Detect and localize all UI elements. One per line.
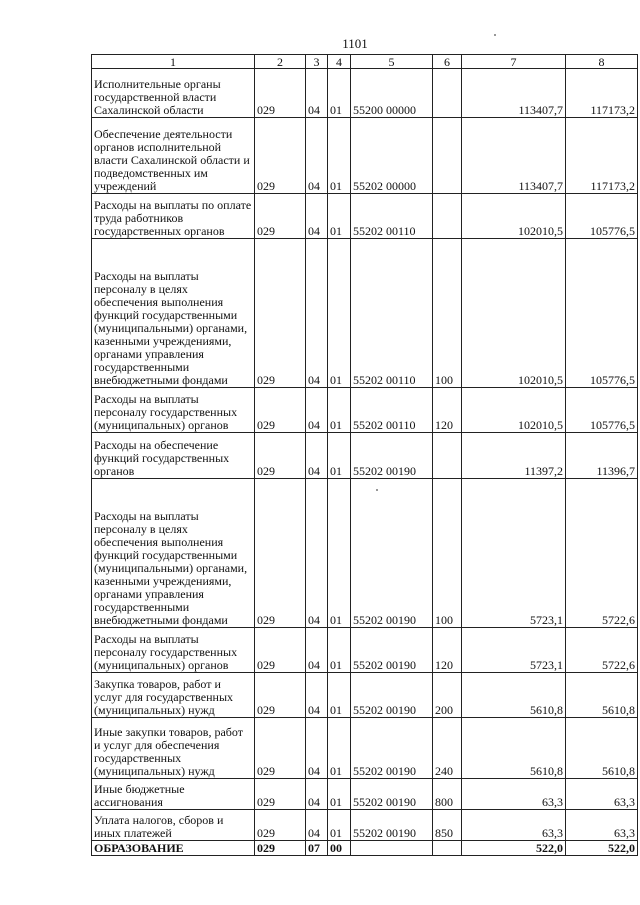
row-value-cell: 5610,8 xyxy=(462,673,566,718)
row-name-cell: Иные бюджетные ассигнования xyxy=(92,779,255,810)
table-row xyxy=(92,718,638,779)
row-code-cell: 029 xyxy=(255,118,306,194)
row-value-cell: 117173,2 xyxy=(566,118,638,194)
row-code-cell: 029 xyxy=(255,718,306,779)
row-code-cell: 100 xyxy=(433,479,462,628)
row-value-cell: 63,3 xyxy=(462,810,566,841)
row-code-cell: 01 xyxy=(328,118,351,194)
row-code-cell: 029 xyxy=(255,841,306,856)
row-value-cell: 5610,8 xyxy=(566,673,638,718)
row-name-cell: Расходы на выплаты персоналу государственных (муниципальных) органов xyxy=(92,628,255,673)
row-code-cell: 55202 00110 xyxy=(351,194,433,239)
row-code-cell: 029 xyxy=(255,628,306,673)
row-value-cell: 105776,5 xyxy=(566,388,638,433)
row-code-cell: 240 xyxy=(433,718,462,779)
row-code-cell: 01 xyxy=(328,239,351,388)
table-row xyxy=(92,810,638,841)
row-value-cell: 522,0 xyxy=(566,841,638,856)
row-code-cell: 55202 00000 xyxy=(351,118,433,194)
row-name-cell: Уплата налогов, сборов и иных платежей xyxy=(92,810,255,841)
row-code-cell: 04 xyxy=(306,479,328,628)
row-code-cell: 200 xyxy=(433,673,462,718)
row-code-cell: 01 xyxy=(328,69,351,118)
table-header-row xyxy=(92,55,638,69)
row-code-cell: 01 xyxy=(328,433,351,479)
header-cell: 5 xyxy=(351,55,433,69)
table-row xyxy=(92,388,638,433)
row-code-cell: 55202 00190 xyxy=(351,479,433,628)
table-row xyxy=(92,628,638,673)
row-code-cell: 55202 00190 xyxy=(351,433,433,479)
row-name-cell: Расходы на выплаты по оплате труда работников государственных органов xyxy=(92,194,255,239)
row-code-cell: 029 xyxy=(255,388,306,433)
row-value-cell: 63,3 xyxy=(462,779,566,810)
row-value-cell: 117173,2 xyxy=(566,69,638,118)
row-code-cell: 04 xyxy=(306,628,328,673)
row-code-cell: 01 xyxy=(328,673,351,718)
row-code-cell: 04 xyxy=(306,673,328,718)
page-number: 1101 xyxy=(342,36,368,51)
row-value-cell: 522,0 xyxy=(462,841,566,856)
row-value-cell: 113407,7 xyxy=(462,118,566,194)
row-code-cell: 01 xyxy=(328,628,351,673)
row-value-cell: 105776,5 xyxy=(566,239,638,388)
row-value-cell: 11397,2 xyxy=(462,433,566,479)
row-code-cell: 00 xyxy=(328,841,351,856)
row-code-cell: 04 xyxy=(306,779,328,810)
row-code-cell: 55202 00110 xyxy=(351,388,433,433)
row-code-cell: 55202 00190 xyxy=(351,779,433,810)
row-value-cell: 5610,8 xyxy=(462,718,566,779)
row-value-cell: 63,3 xyxy=(566,810,638,841)
header-cell: 7 xyxy=(462,55,566,69)
row-code-cell: 55202 00190 xyxy=(351,673,433,718)
row-value-cell: 5722,6 xyxy=(566,628,638,673)
table-row xyxy=(92,433,638,479)
row-name-cell: Исполнительные органы государственной власти Сахалинской области xyxy=(92,69,255,118)
table-row xyxy=(92,673,638,718)
row-code-cell: 120 xyxy=(433,628,462,673)
row-value-cell: 5610,8 xyxy=(566,718,638,779)
row-code-cell xyxy=(351,841,433,856)
budget-table xyxy=(91,54,638,856)
row-code-cell xyxy=(433,69,462,118)
row-code-cell: 04 xyxy=(306,718,328,779)
row-code-cell: 04 xyxy=(306,118,328,194)
table-row xyxy=(92,194,638,239)
scan-speck xyxy=(494,34,496,36)
row-name-cell: Расходы на выплаты персоналу в целях обеспечения выполнения функций государственными (муниципальными) органами, казенными учреждениями, органами управления государственными внебюджетными фондами xyxy=(92,479,255,628)
row-code-cell: 55202 00190 xyxy=(351,628,433,673)
row-value-cell: 102010,5 xyxy=(462,194,566,239)
row-code-cell xyxy=(433,118,462,194)
row-code-cell xyxy=(433,841,462,856)
row-code-cell: 01 xyxy=(328,810,351,841)
header-cell: 8 xyxy=(566,55,638,69)
row-code-cell xyxy=(433,433,462,479)
row-code-cell: 029 xyxy=(255,239,306,388)
row-name-cell: ОБРАЗОВАНИЕ xyxy=(92,841,255,856)
row-name-cell: Расходы на выплаты персоналу государственных (муниципальных) органов xyxy=(92,388,255,433)
row-code-cell: 100 xyxy=(433,239,462,388)
table-row xyxy=(92,118,638,194)
row-code-cell: 55202 00190 xyxy=(351,718,433,779)
row-code-cell: 04 xyxy=(306,239,328,388)
row-name-cell: Закупка товаров, работ и услуг для государственных (муниципальных) нужд xyxy=(92,673,255,718)
row-code-cell: 01 xyxy=(328,388,351,433)
header-cell: 1 xyxy=(92,55,255,69)
row-code-cell: 01 xyxy=(328,479,351,628)
row-code-cell: 04 xyxy=(306,194,328,239)
row-code-cell: 55202 00190 xyxy=(351,810,433,841)
row-code-cell: 04 xyxy=(306,433,328,479)
row-code-cell: 01 xyxy=(328,718,351,779)
row-code-cell xyxy=(433,194,462,239)
row-code-cell: 029 xyxy=(255,194,306,239)
table-row xyxy=(92,239,638,388)
table-row xyxy=(92,69,638,118)
row-code-cell: 029 xyxy=(255,673,306,718)
row-code-cell: 55202 00110 xyxy=(351,239,433,388)
row-code-cell: 029 xyxy=(255,479,306,628)
row-code-cell: 029 xyxy=(255,433,306,479)
row-code-cell: 120 xyxy=(433,388,462,433)
row-code-cell: 029 xyxy=(255,69,306,118)
row-value-cell: 5722,6 xyxy=(566,479,638,628)
row-name-cell: Иные закупки товаров, работ и услуг для обеспечения государственных (муниципальных) нужд xyxy=(92,718,255,779)
row-code-cell: 01 xyxy=(328,779,351,810)
row-value-cell: 63,3 xyxy=(566,779,638,810)
row-code-cell: 04 xyxy=(306,810,328,841)
header-cell: 3 xyxy=(306,55,328,69)
row-value-cell: 5723,1 xyxy=(462,628,566,673)
row-value-cell: 102010,5 xyxy=(462,239,566,388)
row-code-cell: 029 xyxy=(255,810,306,841)
row-name-cell: Расходы на выплаты персоналу в целях обеспечения выполнения функций государственными (муниципальными) органами, казенными учреждениями, органами управления государственными внебюджетными фондами xyxy=(92,239,255,388)
header-cell: 2 xyxy=(255,55,306,69)
row-code-cell: 04 xyxy=(306,388,328,433)
table-row xyxy=(92,479,638,628)
row-value-cell: 105776,5 xyxy=(566,194,638,239)
row-value-cell: 102010,5 xyxy=(462,388,566,433)
header-cell: 4 xyxy=(328,55,351,69)
row-value-cell: 113407,7 xyxy=(462,69,566,118)
row-name-cell: Расходы на обеспечение функций государственных органов xyxy=(92,433,255,479)
row-name-cell: Обеспечение деятельности органов исполнительной власти Сахалинской области и подведомственных им учреждений xyxy=(92,118,255,194)
table-row xyxy=(92,779,638,810)
row-code-cell: 07 xyxy=(306,841,328,856)
row-code-cell: 04 xyxy=(306,69,328,118)
row-code-cell: 55200 00000 xyxy=(351,69,433,118)
header-cell: 6 xyxy=(433,55,462,69)
row-code-cell: 800 xyxy=(433,779,462,810)
row-code-cell: 850 xyxy=(433,810,462,841)
table-row xyxy=(92,841,638,856)
row-code-cell: 029 xyxy=(255,779,306,810)
row-value-cell: 5723,1 xyxy=(462,479,566,628)
row-value-cell: 11396,7 xyxy=(566,433,638,479)
row-code-cell: 01 xyxy=(328,194,351,239)
